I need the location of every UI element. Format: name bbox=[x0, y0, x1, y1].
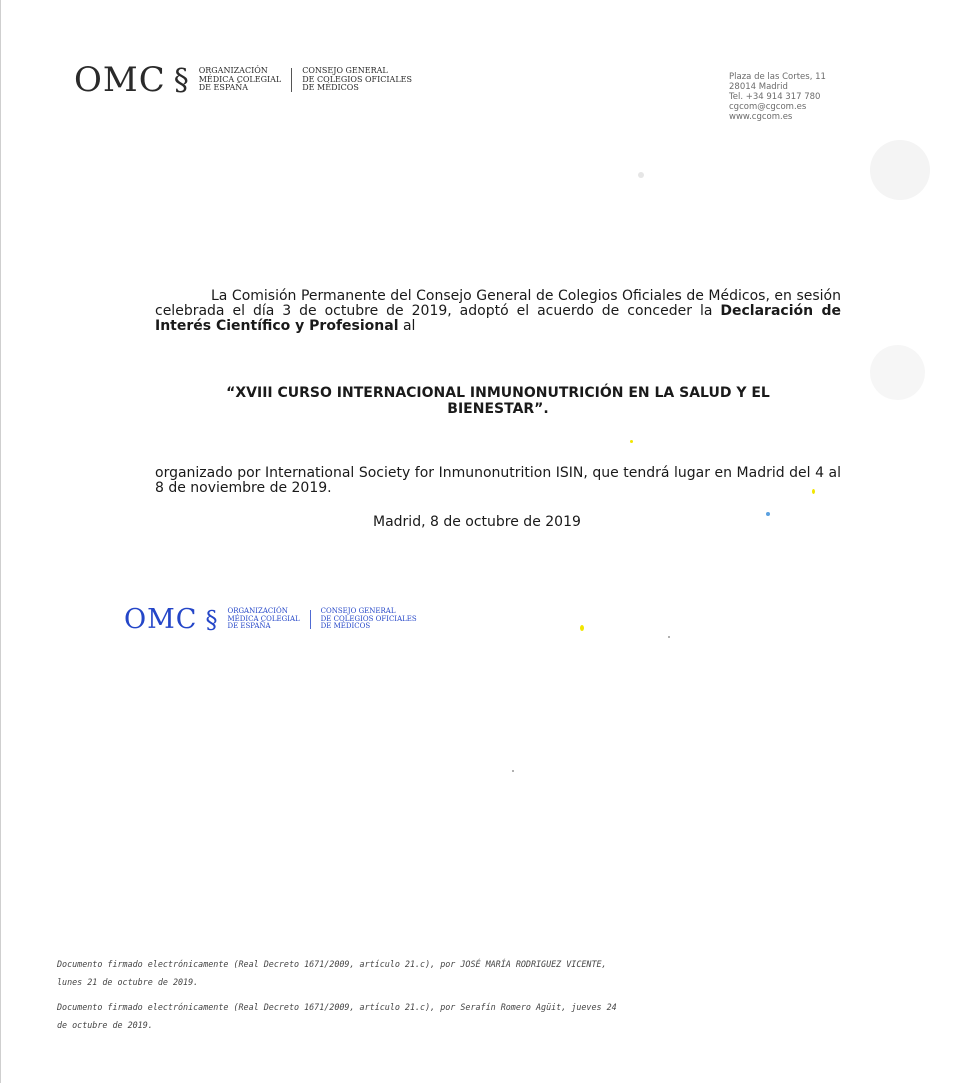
stamp-council-block: CONSEJO GENERAL DE COLEGIOS OFICIALES DE MÉDICOS bbox=[320, 607, 417, 631]
contact-address: Plaza de las Cortes, 11 28014 Madrid Tel. +34 914 317 780 cgcom@cgcom.es www.cgcom.es bbox=[729, 72, 826, 122]
scan-speck bbox=[580, 625, 584, 631]
stamp-section-sign-icon: § bbox=[205, 605, 218, 634]
scan-speck bbox=[638, 172, 644, 178]
section-sign-icon: § bbox=[173, 62, 189, 98]
page-edge bbox=[0, 0, 1, 1083]
declaration-title: Declaración de Interés Científico y Profesional bbox=[155, 303, 841, 334]
scan-speck bbox=[630, 440, 633, 443]
org-name-block: ORGANIZACIÓN MÉDICA COLEGIAL DE ESPAÑA bbox=[198, 66, 282, 93]
scan-speck bbox=[812, 489, 815, 494]
stamp-org-block: ORGANIZACIÓN MÉDICA COLEGIAL DE ESPAÑA bbox=[227, 607, 300, 631]
course-title: “XVIII CURSO INTERNACIONAL INMUNONUTRICIÓN EN LA SALUD Y EL BIENESTAR”. bbox=[226, 385, 770, 417]
scan-speck bbox=[766, 512, 770, 516]
place-date: Madrid, 8 de octubre de 2019 bbox=[373, 514, 581, 530]
omc-logo-text: OMC bbox=[74, 60, 166, 100]
council-name-block: CONSEJO GENERAL DE COLEGIOS OFICIALES DE MÉDICOS bbox=[302, 66, 412, 93]
organizer-paragraph: organizado por International Society for Inmunonutrition ISIN, que tendrá lugar en Madrid del 4 al 8 de noviembre de 2019. bbox=[155, 465, 841, 496]
scan-speck bbox=[870, 345, 925, 400]
omc-header-logo bbox=[74, 60, 412, 100]
stamp-logo-text: OMC bbox=[124, 604, 198, 635]
scan-speck bbox=[668, 636, 670, 638]
scan-speck bbox=[512, 770, 514, 772]
logo-divider bbox=[291, 68, 292, 92]
omc-stamp-logo bbox=[124, 604, 417, 635]
resolution-paragraph: La Comisión Permanente del Consejo General de Colegios Oficiales de Médicos, en sesión celebrada el día 3 de octubre de 2019, adoptó el acuerdo de conceder la Declaración de Interés Científico y Profesional al bbox=[155, 288, 841, 334]
scan-speck bbox=[870, 140, 930, 200]
signature-line-2: Documento firmado electrónicamente (Real Decreto 1671/2009, artículo 21.c), por Serafín Romero Agüit, jueves 24 de octubre de 2019. bbox=[57, 1002, 617, 1030]
stamp-divider bbox=[310, 610, 311, 629]
signature-line-1: Documento firmado electrónicamente (Real Decreto 1671/2009, artículo 21.c), por JOSÉ MARÍA RODRIGUEZ VICENTE, lunes 21 de octubre de 2019. bbox=[57, 959, 607, 987]
